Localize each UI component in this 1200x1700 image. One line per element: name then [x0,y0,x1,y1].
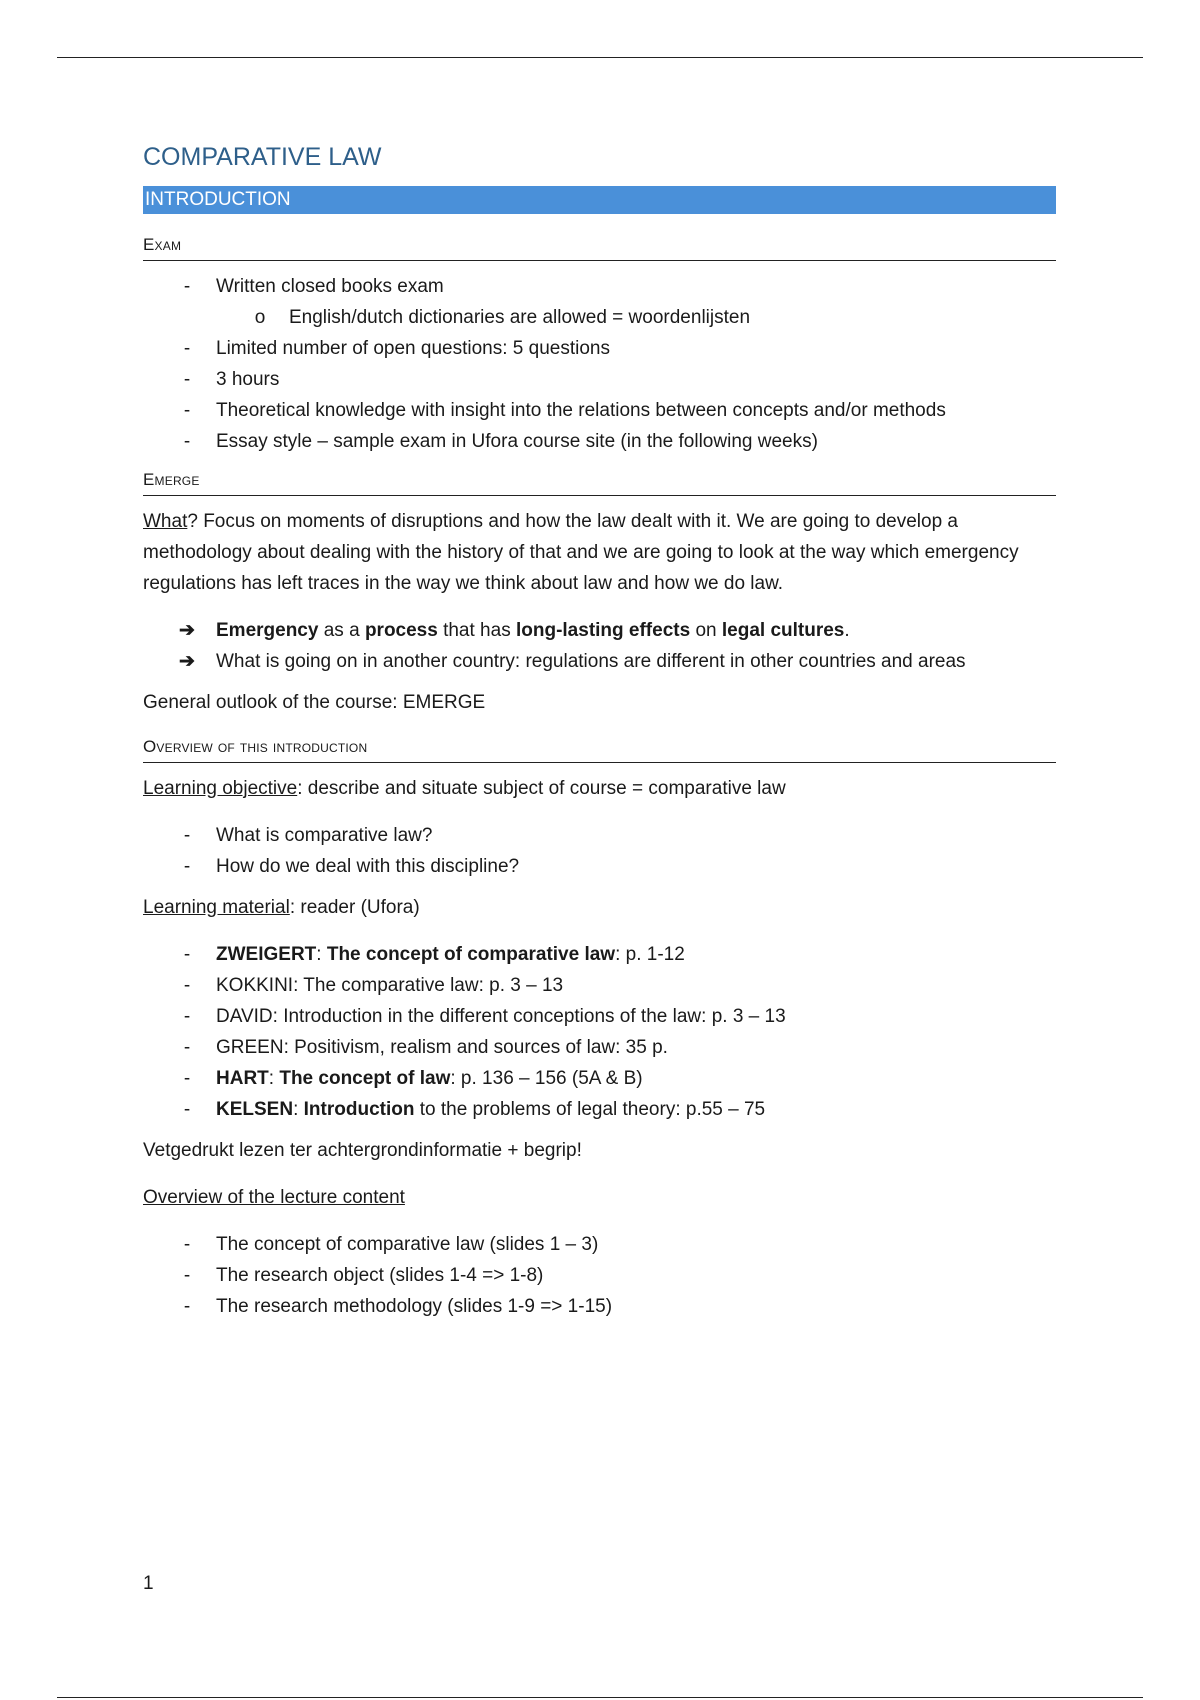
footer-rule [57,1697,1143,1698]
dash-bullet: - [183,369,191,390]
emerge-paragraph: What? Focus on moments of disruptions and how the law dealt with it. We are going to develop a methodology about dealing with the history of that and we are going to look at the way which emergency regulations has left traces in the way we think about law and how we do law. [143,511,1019,594]
lecture-heading: Overview of the lecture content [143,1187,405,1208]
dash-bullet: - [183,975,191,996]
dash-bullet: - [183,1234,191,1255]
header-rule [57,57,1143,58]
readings-list [143,939,1056,1125]
document-title: COMPARATIVE LAW [143,143,382,171]
objective-label: Learning objective [143,778,298,799]
arrow-right-icon: ➔ [179,651,195,672]
dash-bullet: - [183,1068,191,1089]
reading-kokkini: - KOKKINI: The comparative law: p. 3 – 13 [143,970,1056,1001]
emerge-arrow-list [143,615,1056,677]
dash-bullet: - [183,276,191,297]
subheading-emerge: Emerge [143,467,1056,496]
document-page [143,140,1056,1332]
reading-green: - GREEN: Positivism, realism and sources of law: 35 p. [143,1032,1056,1063]
lecture-list [143,1229,1056,1322]
circle-bullet: o [254,307,266,328]
dash-bullet: - [183,1296,191,1317]
dash-bullet: - [183,400,191,421]
page-number: 1 [143,1573,154,1594]
dash-bullet: - [183,338,191,359]
arrow-right-icon: ➔ [179,620,195,641]
arrow-item: ➔ What is going on in another country: regulations are different in other countries and areas [143,646,1056,677]
section-heading-introduction: INTRODUCTION [143,186,1056,214]
dash-bullet: - [183,1037,191,1058]
reading-zweigert: - ZWEIGERT: The concept of comparative law: p. 1-12 [143,939,1056,970]
material-line: Learning material: reader (Ufora) [143,897,420,918]
list-item: - Written closed books exam [143,271,1056,302]
reading-kelsen: - KELSEN: Introduction to the problems of legal theory: p.55 – 75 [143,1094,1056,1125]
list-item: - How do we deal with this discipline? [143,851,1056,882]
reading-david: - DAVID: Introduction in the different conceptions of the law: p. 3 – 13 [143,1001,1056,1032]
dash-bullet: - [183,1099,191,1120]
subheading-overview: Overview of this introduction [143,734,1056,763]
list-item: - 3 hours [143,364,1056,395]
list-item: - Limited number of open questions: 5 questions [143,333,1056,364]
dash-bullet: - [183,856,191,877]
list-item: - The research object (slides 1-4 => 1-8) [143,1260,1056,1291]
dash-bullet: - [183,944,191,965]
arrow-item: ➔ Emergency as a process that has long-lasting effects on legal cultures. [143,615,1056,646]
list-item: - The research methodology (slides 1-9 => 1-15) [143,1291,1056,1322]
subheading-exam: Exam [143,232,1056,261]
list-item-sub: o English/dutch dictionaries are allowed = woordenlijsten [143,302,1056,333]
list-item: - Essay style – sample exam in Ufora course site (in the following weeks) [143,426,1056,457]
bold-reading-note: Vetgedrukt lezen ter achtergrondinformatie + begrip! [143,1140,582,1161]
material-label: Learning material [143,897,290,918]
exam-list [143,271,1056,457]
list-item: - Theoretical knowledge with insight into the relations between concepts and/or methods [143,395,1056,426]
questions-list [143,820,1056,882]
outlook-line: General outlook of the course: EMERGE [143,692,486,713]
dash-bullet: - [183,431,191,452]
dash-bullet: - [183,1006,191,1027]
list-item: - What is comparative law? [143,820,1056,851]
dash-bullet: - [183,1265,191,1286]
what-label: What [143,511,188,532]
list-item: - The concept of comparative law (slides 1 – 3) [143,1229,1056,1260]
dash-bullet: - [183,825,191,846]
objective-line: Learning objective: describe and situate subject of course = comparative law [143,778,786,799]
reading-hart: - HART: The concept of law: p. 136 – 156 (5A & B) [143,1063,1056,1094]
